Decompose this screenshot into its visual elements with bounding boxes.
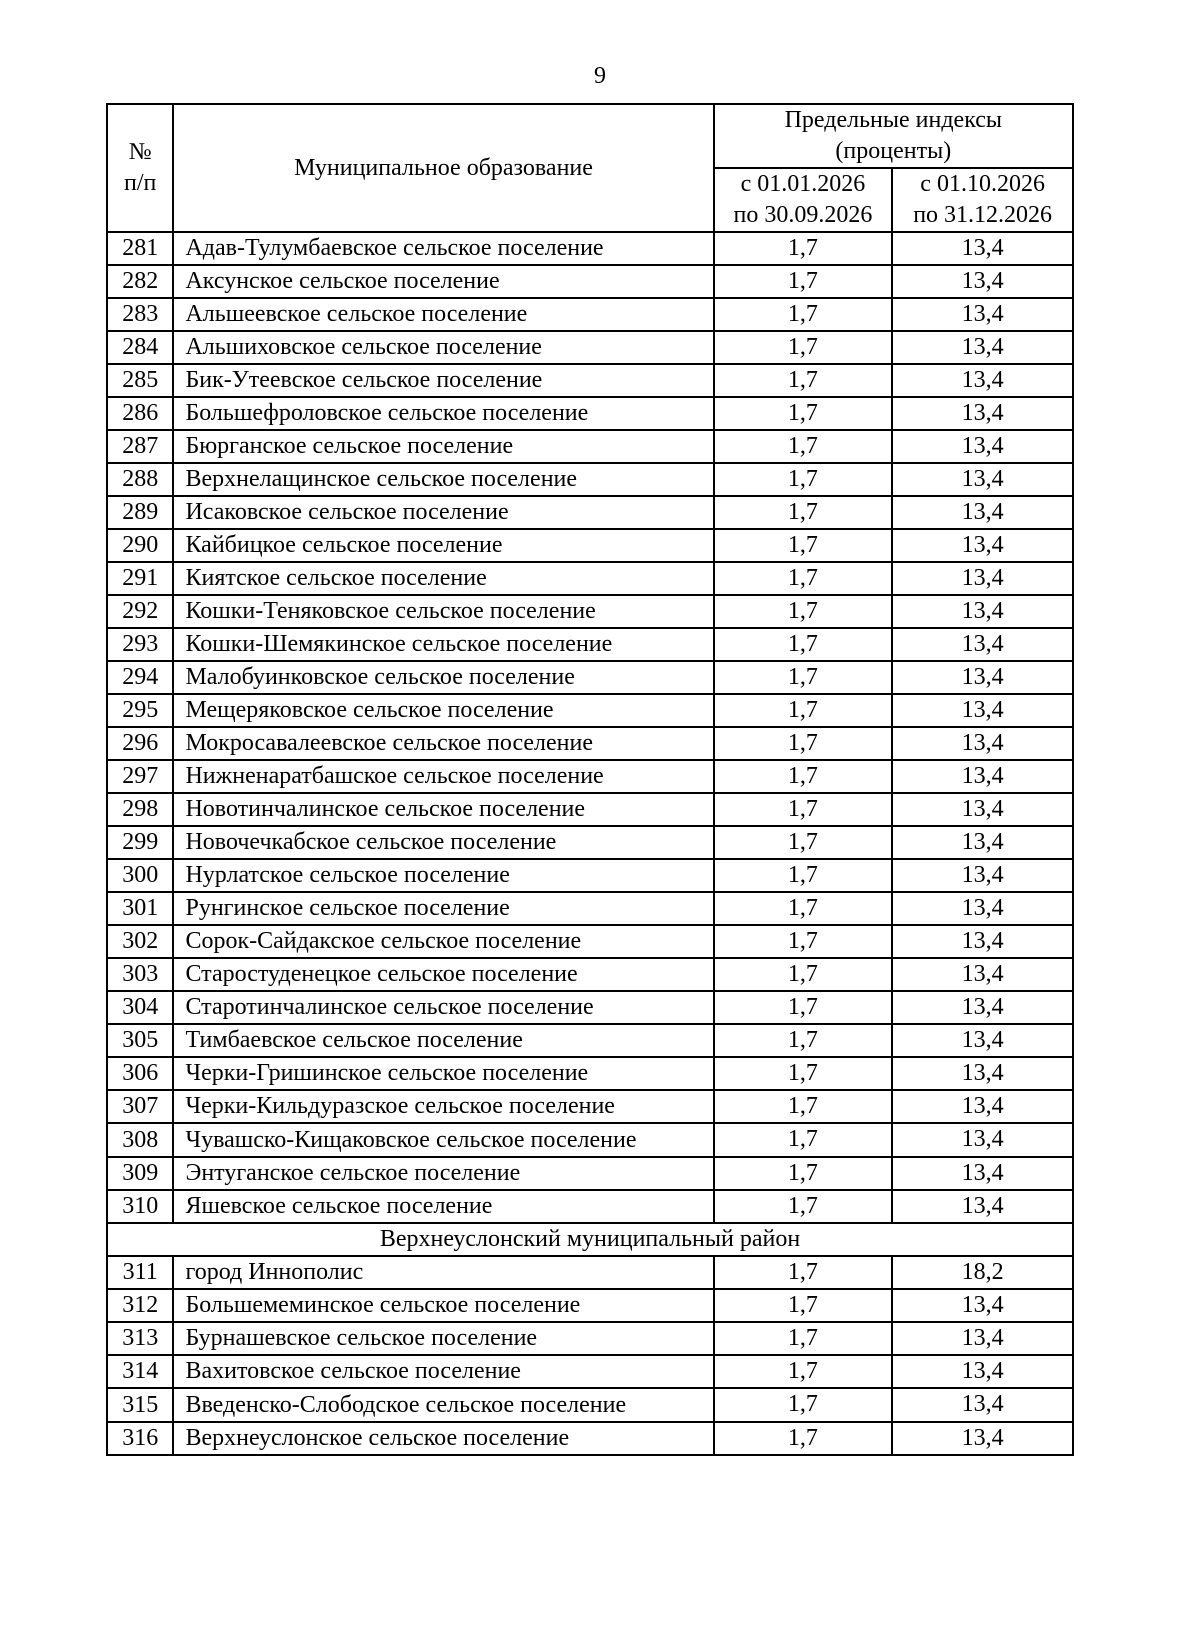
table-row <box>107 397 1073 430</box>
municipality-name: Нурлатское сельское поселение <box>173 859 713 892</box>
index-period-2: 13,4 <box>892 1057 1073 1090</box>
table-row <box>107 1123 1073 1157</box>
municipality-name: Черки-Гришинское сельское поселение <box>173 1057 713 1090</box>
table-row <box>107 925 1073 958</box>
row-number: 295 <box>107 694 173 727</box>
table-row <box>107 562 1073 595</box>
municipality-name: Рунгинское сельское поселение <box>173 892 713 925</box>
index-period-2: 13,4 <box>892 925 1073 958</box>
index-period-2: 13,4 <box>892 331 1073 364</box>
municipality-name: Новочечкабское сельское поселение <box>173 826 713 859</box>
municipality-name: Большефроловское сельское поселение <box>173 397 713 430</box>
municipality-name: Бик-Утеевское сельское поселение <box>173 364 713 397</box>
index-period-1: 1,7 <box>714 331 893 364</box>
row-number: 288 <box>107 463 173 496</box>
index-period-1: 1,7 <box>714 496 893 529</box>
index-period-2: 13,4 <box>892 1157 1073 1190</box>
index-period-1: 1,7 <box>714 595 893 628</box>
municipality-name: Бюрганское сельское поселение <box>173 430 713 463</box>
index-period-1: 1,7 <box>714 364 893 397</box>
index-period-1: 1,7 <box>714 397 893 430</box>
table-row <box>107 1388 1073 1422</box>
table-row <box>107 496 1073 529</box>
table-row <box>107 1355 1073 1388</box>
section-row <box>107 1223 1073 1256</box>
row-number: 284 <box>107 331 173 364</box>
row-number: 298 <box>107 793 173 826</box>
row-number: 310 <box>107 1190 173 1223</box>
index-period-2: 13,4 <box>892 892 1073 925</box>
municipality-name: Яшевское сельское поселение <box>173 1190 713 1223</box>
municipality-name: Исаковское сельское поселение <box>173 496 713 529</box>
table-row <box>107 793 1073 826</box>
row-number: 304 <box>107 991 173 1024</box>
index-period-1: 1,7 <box>714 694 893 727</box>
index-period-2: 13,4 <box>892 661 1073 694</box>
row-number: 281 <box>107 232 173 265</box>
row-number: 307 <box>107 1090 173 1123</box>
index-period-1: 1,7 <box>714 859 893 892</box>
municipality-name: Верхнелащинское сельское поселение <box>173 463 713 496</box>
header-indices-line1: Предельные индексы <box>784 107 1003 133</box>
index-period-2: 13,4 <box>892 1355 1073 1388</box>
municipality-name: Кошки-Теняковское сельское поселение <box>173 595 713 628</box>
municipality-name: Кошки-Шемякинское сельское поселение <box>173 628 713 661</box>
index-period-1: 1,7 <box>714 925 893 958</box>
municipality-name: Мокросавалеевское сельское поселение <box>173 727 713 760</box>
table-row <box>107 1256 1073 1289</box>
row-number: 315 <box>107 1388 173 1422</box>
municipality-name: Новотинчалинское сельское поселение <box>173 793 713 826</box>
header-indices-line2: (проценты) <box>835 138 952 164</box>
index-period-2: 13,4 <box>892 628 1073 661</box>
row-number: 301 <box>107 892 173 925</box>
municipality-name: Вахитовское сельское поселение <box>173 1355 713 1388</box>
index-period-2: 13,4 <box>892 793 1073 826</box>
table-row <box>107 760 1073 793</box>
header-period-2 <box>892 168 1073 232</box>
index-period-1: 1,7 <box>714 1090 893 1123</box>
index-period-1: 1,7 <box>714 298 893 331</box>
index-period-1: 1,7 <box>714 1256 893 1289</box>
header-municipality: Муниципальное образование <box>173 104 713 232</box>
index-period-1: 1,7 <box>714 1388 893 1422</box>
table-row <box>107 859 1073 892</box>
index-period-1: 1,7 <box>714 1190 893 1223</box>
table-row <box>107 727 1073 760</box>
row-number: 287 <box>107 430 173 463</box>
table-row <box>107 595 1073 628</box>
row-number: 289 <box>107 496 173 529</box>
index-period-1: 1,7 <box>714 628 893 661</box>
row-number: 293 <box>107 628 173 661</box>
table-row <box>107 430 1073 463</box>
table-row <box>107 364 1073 397</box>
row-number: 312 <box>107 1289 173 1322</box>
index-period-2: 13,4 <box>892 760 1073 793</box>
header-number-line1: № <box>128 139 152 165</box>
index-period-1: 1,7 <box>714 826 893 859</box>
index-period-2: 13,4 <box>892 694 1073 727</box>
table-row <box>107 892 1073 925</box>
index-period-2: 13,4 <box>892 364 1073 397</box>
header-period-1-line1: с 01.01.2026 <box>740 171 866 197</box>
row-number: 285 <box>107 364 173 397</box>
table-row <box>107 1422 1073 1455</box>
index-period-2: 13,4 <box>892 1024 1073 1057</box>
index-period-2: 13,4 <box>892 727 1073 760</box>
header-period-1 <box>714 168 893 232</box>
table-row <box>107 958 1073 991</box>
municipality-name: Чувашско-Кищаковское сельское поселение <box>173 1123 713 1157</box>
table-row <box>107 628 1073 661</box>
municipality-name: Черки-Кильдуразское сельское поселение <box>173 1090 713 1123</box>
municipality-name: Старотинчалинское сельское поселение <box>173 991 713 1024</box>
row-number: 302 <box>107 925 173 958</box>
index-period-2: 13,4 <box>892 496 1073 529</box>
index-period-2: 13,4 <box>892 1123 1073 1157</box>
index-period-1: 1,7 <box>714 430 893 463</box>
index-period-2: 13,4 <box>892 826 1073 859</box>
index-period-1: 1,7 <box>714 760 893 793</box>
row-number: 294 <box>107 661 173 694</box>
index-period-1: 1,7 <box>714 661 893 694</box>
table-row <box>107 1090 1073 1123</box>
index-period-2: 13,4 <box>892 265 1073 298</box>
table-row <box>107 1190 1073 1223</box>
header-number-line2: п/п <box>124 170 157 196</box>
row-number: 292 <box>107 595 173 628</box>
index-period-2: 13,4 <box>892 958 1073 991</box>
index-period-2: 13,4 <box>892 1422 1073 1455</box>
index-period-2: 13,4 <box>892 595 1073 628</box>
municipality-name: Старостуденецкое сельское поселение <box>173 958 713 991</box>
row-number: 286 <box>107 397 173 430</box>
index-period-1: 1,7 <box>714 1322 893 1355</box>
row-number: 283 <box>107 298 173 331</box>
index-period-2: 13,4 <box>892 463 1073 496</box>
row-number: 313 <box>107 1322 173 1355</box>
table-row <box>107 1322 1073 1355</box>
table-row <box>107 1024 1073 1057</box>
row-number: 303 <box>107 958 173 991</box>
row-number: 296 <box>107 727 173 760</box>
header-period-1-line2: по 30.09.2026 <box>733 202 873 228</box>
header-period-2-line1: с 01.10.2026 <box>920 171 1045 197</box>
row-number: 314 <box>107 1355 173 1388</box>
index-period-2: 13,4 <box>892 1190 1073 1223</box>
table-row <box>107 1289 1073 1322</box>
index-period-1: 1,7 <box>714 463 893 496</box>
municipality-name: Аксунское сельское поселение <box>173 265 713 298</box>
row-number: 300 <box>107 859 173 892</box>
section-title: Верхнеуслонский муниципальный район <box>107 1223 1073 1256</box>
index-period-1: 1,7 <box>714 529 893 562</box>
row-number: 291 <box>107 562 173 595</box>
page-number: 9 <box>594 63 606 89</box>
municipality-name: Адав-Тулумбаевское сельское поселение <box>173 232 713 265</box>
row-number: 308 <box>107 1123 173 1157</box>
municipality-name: Нижненаратбашское сельское поселение <box>173 760 713 793</box>
index-period-2: 13,4 <box>892 1322 1073 1355</box>
index-period-1: 1,7 <box>714 1024 893 1057</box>
table-row <box>107 232 1073 265</box>
table-row <box>107 463 1073 496</box>
header-indices <box>714 104 1073 168</box>
municipality-name: Верхнеуслонское сельское поселение <box>173 1422 713 1455</box>
index-period-2: 13,4 <box>892 430 1073 463</box>
index-period-2: 18,2 <box>892 1256 1073 1289</box>
index-period-1: 1,7 <box>714 1355 893 1388</box>
index-period-1: 1,7 <box>714 793 893 826</box>
index-period-1: 1,7 <box>714 1123 893 1157</box>
index-period-1: 1,7 <box>714 958 893 991</box>
municipality-name: Тимбаевское сельское поселение <box>173 1024 713 1057</box>
row-number: 316 <box>107 1422 173 1455</box>
table-body <box>107 232 1073 1455</box>
table-row <box>107 661 1073 694</box>
municipality-name: Кайбицкое сельское поселение <box>173 529 713 562</box>
index-period-2: 13,4 <box>892 562 1073 595</box>
table-row <box>107 298 1073 331</box>
index-period-2: 13,4 <box>892 529 1073 562</box>
index-period-1: 1,7 <box>714 232 893 265</box>
index-period-2: 13,4 <box>892 1289 1073 1322</box>
table-row <box>107 331 1073 364</box>
index-period-1: 1,7 <box>714 562 893 595</box>
index-period-1: 1,7 <box>714 1289 893 1322</box>
municipality-name: Большемеминское сельское поселение <box>173 1289 713 1322</box>
index-period-1: 1,7 <box>714 1057 893 1090</box>
header-period-2-line2: по 31.12.2026 <box>913 202 1053 228</box>
table-row <box>107 991 1073 1024</box>
table-row <box>107 1157 1073 1190</box>
index-period-2: 13,4 <box>892 397 1073 430</box>
municipality-name: Альшеевское сельское поселение <box>173 298 713 331</box>
index-period-2: 13,4 <box>892 1388 1073 1422</box>
row-number: 297 <box>107 760 173 793</box>
municipality-name: Альшиховское сельское поселение <box>173 331 713 364</box>
index-period-2: 13,4 <box>892 859 1073 892</box>
index-period-1: 1,7 <box>714 892 893 925</box>
table-row <box>107 1057 1073 1090</box>
index-period-1: 1,7 <box>714 1422 893 1455</box>
municipality-name: Бурнашевское сельское поселение <box>173 1322 713 1355</box>
table-row <box>107 826 1073 859</box>
municipality-name: Энтуганское сельское поселение <box>173 1157 713 1190</box>
row-number: 282 <box>107 265 173 298</box>
municipality-name: город Иннополис <box>173 1256 713 1289</box>
index-period-1: 1,7 <box>714 991 893 1024</box>
table-row <box>107 265 1073 298</box>
row-number: 309 <box>107 1157 173 1190</box>
index-period-2: 13,4 <box>892 232 1073 265</box>
table-row <box>107 694 1073 727</box>
municipality-name: Малобуинковское сельское поселение <box>173 661 713 694</box>
header-number-cell <box>107 104 173 232</box>
municipality-name: Киятское сельское поселение <box>173 562 713 595</box>
indices-table <box>106 103 1074 1456</box>
municipality-name: Введенско-Слободское сельское поселение <box>173 1388 713 1422</box>
index-period-1: 1,7 <box>714 727 893 760</box>
municipality-name: Сорок-Сайдакское сельское поселение <box>173 925 713 958</box>
row-number: 290 <box>107 529 173 562</box>
index-period-2: 13,4 <box>892 298 1073 331</box>
municipality-name: Мещеряковское сельское поселение <box>173 694 713 727</box>
row-number: 306 <box>107 1057 173 1090</box>
row-number: 305 <box>107 1024 173 1057</box>
index-period-1: 1,7 <box>714 1157 893 1190</box>
row-number: 311 <box>107 1256 173 1289</box>
index-period-2: 13,4 <box>892 991 1073 1024</box>
table-row <box>107 529 1073 562</box>
index-period-1: 1,7 <box>714 265 893 298</box>
index-period-2: 13,4 <box>892 1090 1073 1123</box>
row-number: 299 <box>107 826 173 859</box>
